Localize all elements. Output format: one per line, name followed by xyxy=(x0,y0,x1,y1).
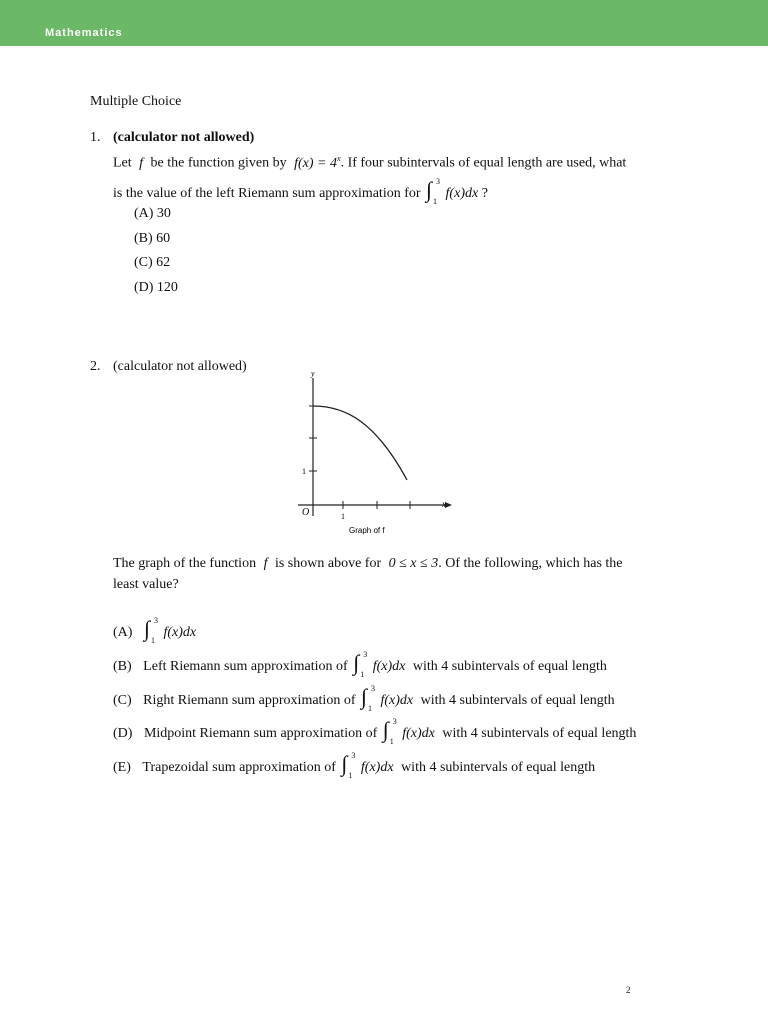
integral-symbol: ∫ 3 1 xyxy=(341,751,356,780)
q1-stem-line2-text: is the value of the left Riemann sum approximation for xyxy=(113,186,421,201)
graph-of-f xyxy=(290,366,460,538)
q1-choice-a: (A) 30 xyxy=(134,206,171,221)
q1-stem-part2: be the function given by xyxy=(150,155,287,171)
integral-symbol: ∫ 3 1 xyxy=(353,650,368,679)
q1-func-name: f xyxy=(139,155,144,171)
choice-suffix: with 4 subintervals of equal length xyxy=(412,659,607,674)
int-lower-limit: 1 xyxy=(150,636,155,645)
y-tick-label: 1 xyxy=(302,467,306,476)
q1-integrand: f(x)dx xyxy=(445,186,479,201)
q2-choice-c xyxy=(113,684,615,713)
origin-label: O xyxy=(302,507,310,518)
q2-stem-part1: The graph of the function xyxy=(113,556,257,571)
q1-choice-c: (C) 62 xyxy=(134,255,171,270)
integral-symbol: ∫ 3 1 xyxy=(382,717,397,746)
q2-stem-line1 xyxy=(113,556,623,572)
q2-choice-a xyxy=(113,616,197,645)
int-lower-limit: 1 xyxy=(389,737,394,746)
integrand: f(x)dx xyxy=(380,693,414,708)
choice-text: Trapezoidal sum approximation of xyxy=(142,760,336,775)
q2-stem-part3: . Of the following, which has the xyxy=(438,556,623,571)
q2-choice-d xyxy=(113,717,637,746)
int-upper-limit: 3 xyxy=(392,717,397,726)
choice-letter: (A) xyxy=(113,625,133,640)
q1-func-def: f(x) = 4 xyxy=(294,155,337,171)
int-lower-limit: 1 xyxy=(360,670,365,679)
int-upper-limit: 3 xyxy=(436,177,441,186)
page-number: 2 xyxy=(626,985,631,995)
int-lower-limit: 1 xyxy=(433,197,438,206)
x-axis-label: x xyxy=(442,499,446,509)
integrand: f(x)dx xyxy=(163,625,197,640)
q2-stem-line2: least value? xyxy=(113,577,179,592)
curve-f xyxy=(313,406,407,480)
int-upper-limit: 3 xyxy=(370,684,375,693)
choice-suffix: with 4 subintervals of equal length xyxy=(420,693,615,708)
q2-choice-e xyxy=(113,751,596,780)
q2-stem-part2: is shown above for xyxy=(274,556,382,571)
integrand: f(x)dx xyxy=(372,659,406,674)
q1-func-exp: x xyxy=(337,154,341,163)
subject-label: Mathematics xyxy=(45,27,123,39)
x-axis-arrow xyxy=(445,502,452,508)
choice-text: Left Riemann sum approximation of xyxy=(143,659,348,674)
int-upper-limit: 3 xyxy=(153,616,158,625)
q1-stem-part1: Let xyxy=(113,155,132,171)
q1-stem-line2 xyxy=(113,177,488,206)
q2-tag: (calculator not allowed) xyxy=(113,359,247,374)
int-upper-limit: 3 xyxy=(351,751,356,760)
y-axis-label: y xyxy=(311,369,315,378)
q1-choice-d: (D) 120 xyxy=(134,280,178,295)
q1-stem-line1 xyxy=(113,151,626,172)
integral-symbol: ∫ 3 1 xyxy=(426,177,441,206)
header-bar xyxy=(0,0,768,46)
choice-text: Right Riemann sum approximation of xyxy=(143,693,356,708)
section-title: Multiple Choice xyxy=(90,94,182,109)
choice-letter: (D) xyxy=(113,726,133,741)
choice-suffix: with 4 subintervals of equal length xyxy=(401,760,596,775)
choice-suffix: with 4 subintervals of equal length xyxy=(442,726,637,741)
integral-symbol: ∫ 3 1 xyxy=(360,684,375,713)
choice-letter: (B) xyxy=(113,659,132,674)
q1-stem-part3: . If four subintervals of equal length are used, what xyxy=(340,155,627,171)
q2-choice-b xyxy=(113,650,607,679)
choice-letter: (C) xyxy=(113,693,132,708)
x-tick-label: 1 xyxy=(341,512,345,521)
int-lower-limit: 1 xyxy=(367,704,372,713)
q1-question-mark: ? xyxy=(481,186,488,201)
int-upper-limit: 3 xyxy=(363,650,368,659)
q2-domain: 0 ≤ x ≤ 3 xyxy=(388,556,439,571)
integrand: f(x)dx xyxy=(402,726,435,741)
integrand: f(x)dx xyxy=(360,760,394,775)
q1-choice-b: (B) 60 xyxy=(134,231,171,246)
int-lower-limit: 1 xyxy=(348,771,353,780)
choice-letter: (E) xyxy=(113,760,131,775)
q1-tag: (calculator not allowed) xyxy=(113,130,255,145)
q2-number: 2. xyxy=(90,359,101,374)
integral-symbol: ∫ 3 1 xyxy=(143,616,158,645)
choice-text: Midpoint Riemann sum approximation of xyxy=(143,726,378,741)
q1-number: 1. xyxy=(90,130,101,145)
graph-caption: Graph of f xyxy=(349,526,385,535)
q2-func-name: f xyxy=(263,556,268,571)
